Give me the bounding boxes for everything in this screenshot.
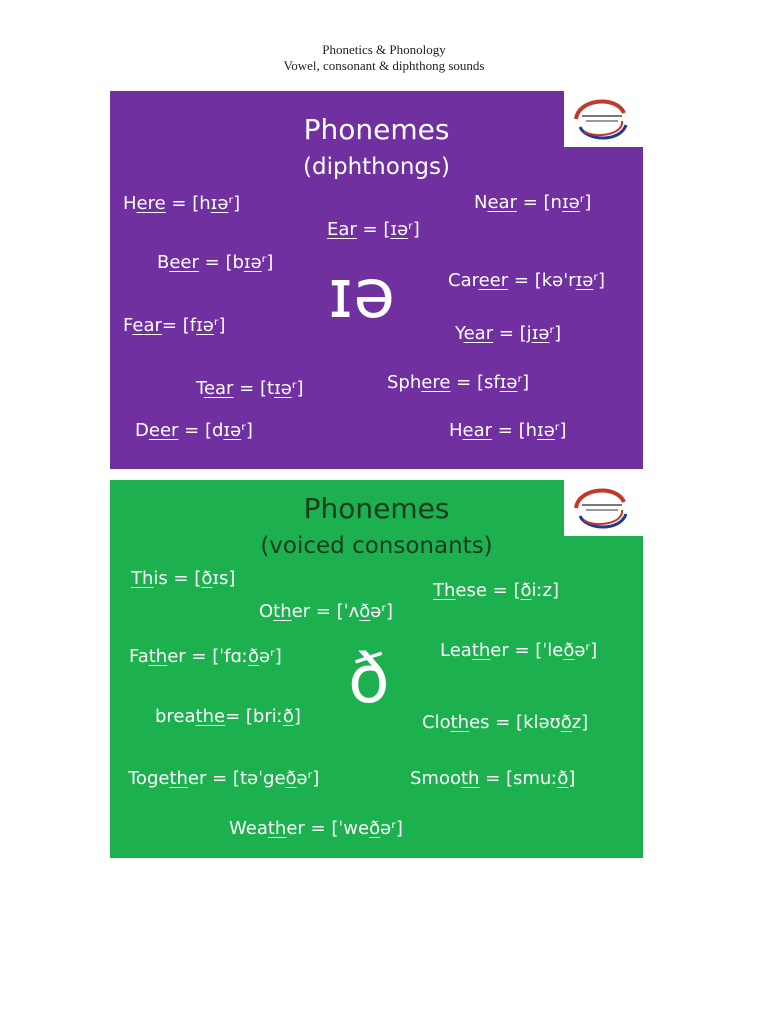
phoneme-symbol: ð xyxy=(348,640,390,719)
word-example: Tear = [tɪəʳ] xyxy=(196,378,304,399)
word-example: Near = [nɪəʳ] xyxy=(474,192,592,213)
header-subtitle: Vowel, consonant & diphthong sounds xyxy=(283,58,485,73)
word-example: Here = [hɪəʳ] xyxy=(123,193,241,214)
card-title: Phonemes xyxy=(303,113,450,146)
word-example: Smooth = [smuːð] xyxy=(410,768,576,789)
word-example: Career = [kə'rɪəʳ] xyxy=(448,270,606,291)
diphthongs-card xyxy=(110,91,643,469)
card-title: Phonemes xyxy=(303,492,450,525)
card-subtitle: (voiced consonants) xyxy=(260,533,493,559)
word-example: Beer = [bɪəʳ] xyxy=(157,252,274,273)
word-example: Leather = [ˈleðəʳ] xyxy=(440,640,598,661)
document-header xyxy=(0,42,768,74)
word-example: Father = [ˈfɑːðəʳ] xyxy=(129,646,282,667)
word-example: This = [ðɪs] xyxy=(131,568,236,589)
card-subtitle: (diphthongs) xyxy=(303,154,450,180)
word-example: Deer = [dɪəʳ] xyxy=(135,420,253,441)
header-title: Phonetics & Phonology xyxy=(322,42,446,57)
word-example: Weather = [ˈweðəʳ] xyxy=(229,818,403,839)
word-example: These = [ðiːz] xyxy=(433,580,560,601)
word-example: Year = [jɪəʳ] xyxy=(455,323,562,344)
voiced-consonants-card xyxy=(110,480,643,858)
word-example: Clothes = [kləʊðz] xyxy=(422,712,589,733)
phoneme-symbol: ɪə xyxy=(328,255,396,334)
word-example: Fear= [fɪəʳ] xyxy=(123,315,226,336)
word-example: Sphere = [sfɪəʳ] xyxy=(387,372,530,393)
word-example: Hear = [hɪəʳ] xyxy=(449,420,567,441)
word-example: Ear = [ɪəʳ] xyxy=(327,219,420,240)
word-example: Together = [təˈgeðəʳ] xyxy=(128,768,320,789)
word-example: breathe= [briːð] xyxy=(155,706,301,727)
word-example: Other = [ˈʌðəʳ] xyxy=(259,601,394,622)
